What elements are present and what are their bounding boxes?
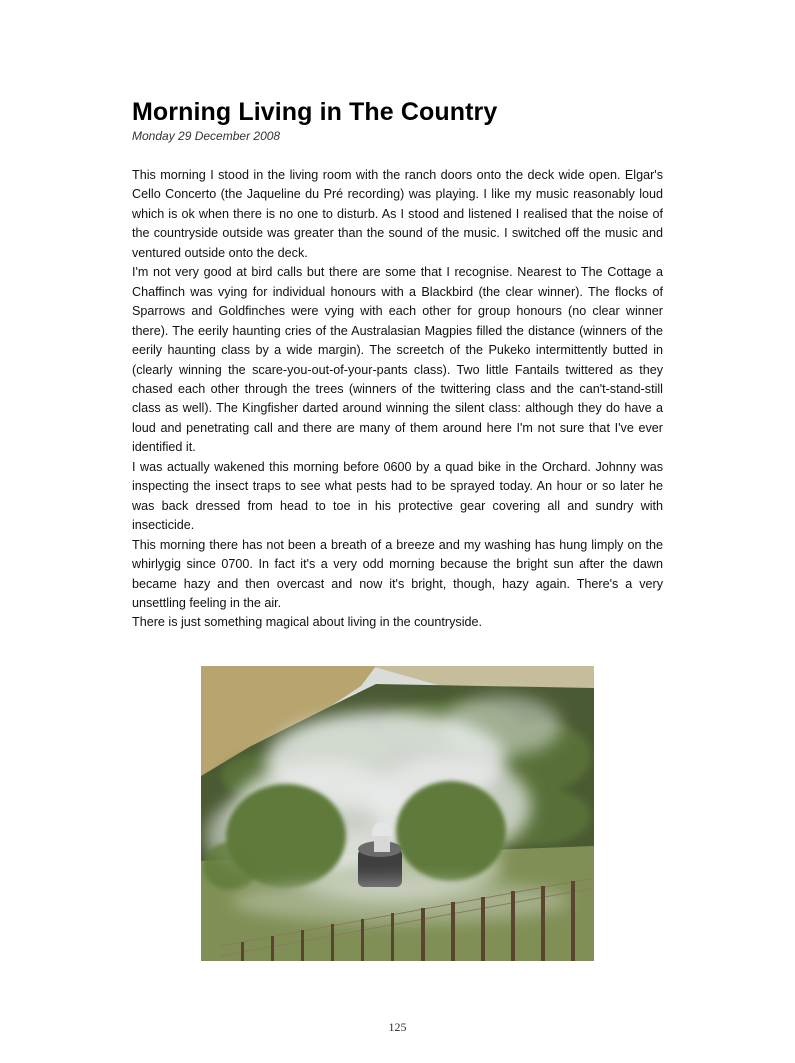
article-paragraph: There is just something magical about living in the countryside.	[132, 615, 483, 630]
article-body	[132, 166, 663, 633]
page-title: Morning Living in The Country	[132, 98, 498, 126]
article-paragraph: I was actually wakened this morning before 0600 by a quad bike in the Orchard. Johnny was inspecting the insect traps to see what pests had to be sprayed today. An hour or so later he was back dressed from head to toe in his protective gear covering all and sundry with insecticide.	[132, 459, 663, 533]
article-paragraph: This morning there has not been a breath of a breeze and my washing has hung limply on the whirlygig since 0700. In fact it's a very odd morning because the bright sun after the dawn became hazy and then overcast and now it's bright, though, hazy again. There's a very unsettling feeling in the air.	[132, 537, 663, 610]
page-number: 125	[388, 1020, 407, 1034]
post-date: Monday 29 December 2008	[132, 129, 281, 143]
orchard-spraying-illustration	[201, 666, 594, 961]
orchard-spraying-photo	[201, 666, 594, 961]
tree-right	[396, 781, 506, 881]
article-paragraph: I'm not very good at bird calls but there are some that I recognise. Nearest to The Cottage a Chaffinch was vying for individual honours with a Blackbird (the clear winner). The flocks of Sparrows and Goldfinches were vying with each other for group honours (no clear winner there). The eerily haunting cries of the Australasian Magpies filled the distance (winners of the eerily haunting class by a wide margin). The screetch of the Pukeko intermittently butted in (clearly winning the scare-you-out-of-your-pants class). Two little Fantails twittered as they chased each other through the trees (winners of the twittering class and the can't-stand-still class as well). The Kingfisher darted around winning the silent class: although they do have a loud and penetrating call and there are many of them around here I'm not sure that I've ever identified it.	[132, 265, 663, 455]
article-paragraph: This morning I stood in the living room with the ranch doors onto the deck wide open. Elgar's Cello Concerto (the Jaqueline du Pré recording) was playing. I like my music reasonably loud which is ok when there is no one to disturb. As I stood and listened I realised that the noise of the countryside outside was greater than the sound of the music. I switched off the music and ventured outside onto the deck.	[132, 168, 663, 260]
